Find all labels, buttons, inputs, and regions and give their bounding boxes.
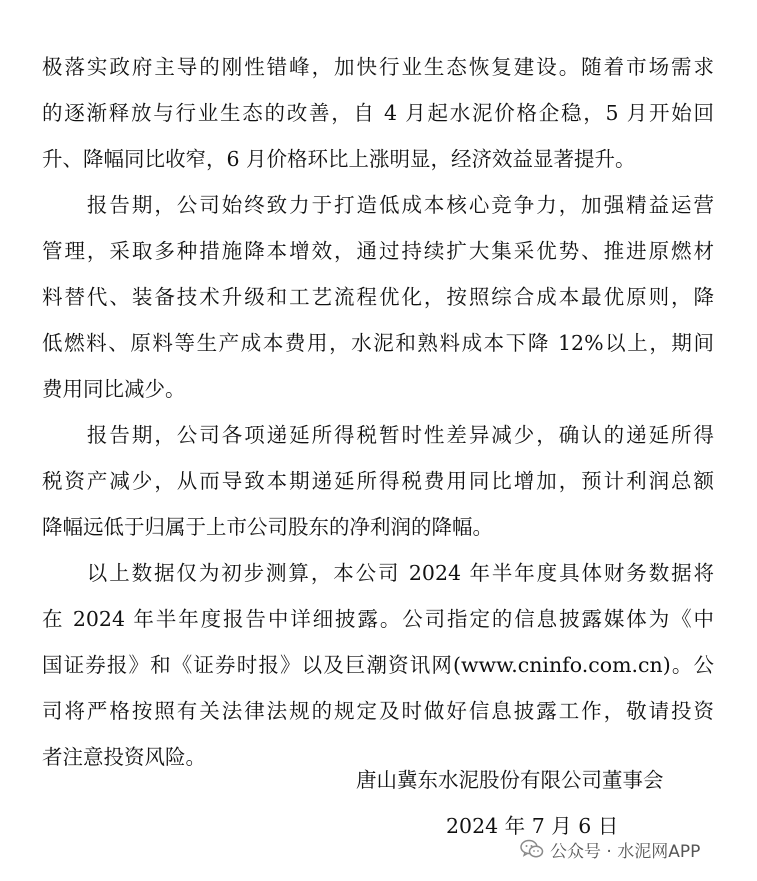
text-line: 低燃料、原料等生产成本费用，水泥和熟料成本下降 12%以上，期间 [42, 331, 714, 355]
text-line: 国证券报》和《证券时报》以及巨潮资讯网(www.cninfo.com.cn)。公 [42, 653, 714, 677]
paragraph-2 [42, 182, 714, 412]
text-line: 费用同比减少。 [42, 377, 186, 401]
announcement-body [42, 44, 714, 780]
text-line: 以上数据仅为初步测算，本公司 2024 年半年度具体财务数据将 [42, 561, 714, 585]
paragraph-4 [42, 550, 714, 780]
text-line: 司将严格按照有关法律法规的规定及时做好信息披露工作，敬请投资 [42, 699, 714, 723]
text-line: 在 2024 年半年度报告中详细披露。公司指定的信息披露媒体为《中 [42, 607, 714, 631]
text-line: 降幅远低于归属于上市公司股东的净利润的降幅。 [42, 515, 493, 539]
text-line: 料替代、装备技术升级和工艺流程优化，按照综合成本最优原则，降 [42, 285, 714, 309]
text-line: 税资产减少，从而导致本期递延所得税费用同比增加，预计利润总额 [42, 469, 714, 493]
wechat-icon [520, 838, 544, 860]
paragraph-3 [42, 412, 714, 550]
text-line: 报告期，公司始终致力于打造低成本核心竞争力，加强精益运营 [42, 193, 714, 217]
text-line: 管理，采取多种措施降本增效，通过持续扩大集采优势、推进原燃材 [42, 239, 714, 263]
paragraph-1 [42, 44, 714, 182]
watermark [520, 836, 700, 862]
signature-date: 2024 年 7 月 6 日 [446, 814, 619, 838]
signature-company: 唐山冀东水泥股份有限公司董事会 [356, 768, 664, 792]
text-line: 的逐渐释放与行业生态的改善，自 4 月起水泥价格企稳，5 月开始回 [42, 101, 714, 125]
text-line: 报告期，公司各项递延所得税暂时性差异减少，确认的递延所得 [42, 423, 714, 447]
watermark-text: 公众号 · 水泥网APP [550, 841, 701, 862]
text-line: 者注意投资风险。 [42, 745, 206, 769]
text-line: 极落实政府主导的刚性错峰，加快行业生态恢复建设。随着市场需求 [42, 55, 714, 79]
text-line: 升、降幅同比收窄，6 月价格环比上涨明显，经济效益显著提升。 [42, 147, 636, 171]
